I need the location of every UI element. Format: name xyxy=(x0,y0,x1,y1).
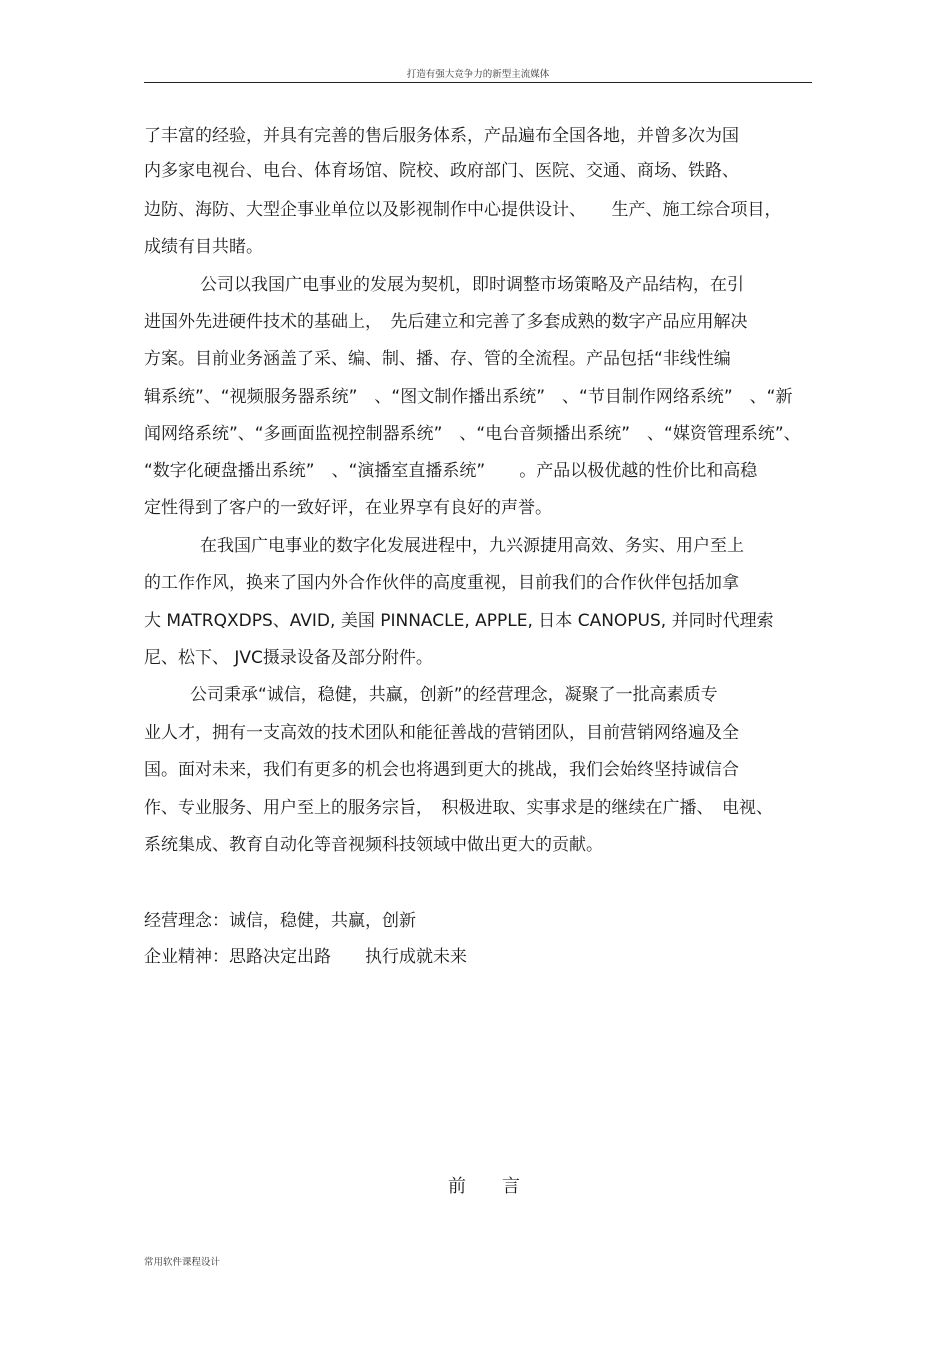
body-line: 进国外先进硬件技术的基础上， 先后建立和完善了多套成熟的数字产品应用解决 xyxy=(144,312,748,332)
body-line: 定性得到了客户的一致好评，在业界享有良好的声誉。 xyxy=(144,498,552,518)
header-divider xyxy=(144,82,812,83)
body-line: 国。面对未来，我们有更多的机会也将遇到更大的挑战，我们会始终坚持诚信合 xyxy=(144,760,739,780)
body-line: 作、专业服务、用户至上的服务宗旨， 积极进取、实事求是的继续在广播、 电视、 xyxy=(144,798,773,818)
corporate-spirit: 企业精神：思路决定出路 执行成就未来 xyxy=(144,947,467,967)
body-line: 系统集成、教育自动化等音视频科技领域中做出更大的贡献。 xyxy=(144,835,603,855)
business-philosophy: 经营理念：诚信，稳健，共赢，创新 xyxy=(144,911,416,931)
body-line: 业人才，拥有一支高效的技术团队和能征善战的营销团队，目前营销网络遍及全 xyxy=(144,723,739,743)
body-line: 的工作作风，换来了国内外合作伙伴的高度重视，目前我们的合作伙伴包括加拿 xyxy=(144,573,739,593)
preface-heading: 前 言 xyxy=(448,1176,520,1197)
body-line: 在我国广电事业的数字化发展进程中，九兴源捷用高效、务实、用户至上 xyxy=(200,536,744,556)
body-line: “数字化硬盘播出系统” 、“演播室直播系统” 。产品以极优越的性价比和高稳 xyxy=(144,461,758,481)
body-line: 了丰富的经验，并具有完善的售后服务体系，产品遍布全国各地，并曾多次为国 xyxy=(144,126,739,146)
body-line: 边防、海防、大型企事业单位以及影视制作中心提供设计、 生产、施工综合项目， xyxy=(144,200,782,220)
body-line: 辑系统”、“视频服务器系统” 、“图文制作播出系统” 、“节目制作网络系统” 、“新 xyxy=(144,387,793,407)
body-line: 公司以我国广电事业的发展为契机，即时调整市场策略及产品结构，在引 xyxy=(200,275,744,295)
running-footer: 常用软件课程设计 xyxy=(144,1257,221,1268)
body-line: 大 MATRQXDPS、AVID, 美国 PINNACLE, APPLE, 日本 CANOPUS, 并同时代理索 xyxy=(144,611,774,631)
body-line: 尼、松下、 JVC摄录设备及部分附件。 xyxy=(144,648,433,668)
running-header: 打造有强大竞争力的新型主流媒体 xyxy=(406,69,550,80)
body-line: 闻网络系统”、“多画面监视控制器系统” 、“电台音频播出系统” 、“媒资管理系统”、 xyxy=(144,424,801,444)
body-line: 公司秉承“诚信，稳健，共赢，创新”的经营理念，凝聚了一批高素质专 xyxy=(190,685,718,705)
body-line: 方案。目前业务涵盖了采、编、制、播、存、管的全流程。产品包括“非线性编 xyxy=(144,349,731,369)
body-line: 成绩有目共睹。 xyxy=(144,237,263,257)
body-line: 内多家电视台、电台、体育场馆、院校、政府部门、医院、交通、商场、铁路、 xyxy=(144,161,739,181)
